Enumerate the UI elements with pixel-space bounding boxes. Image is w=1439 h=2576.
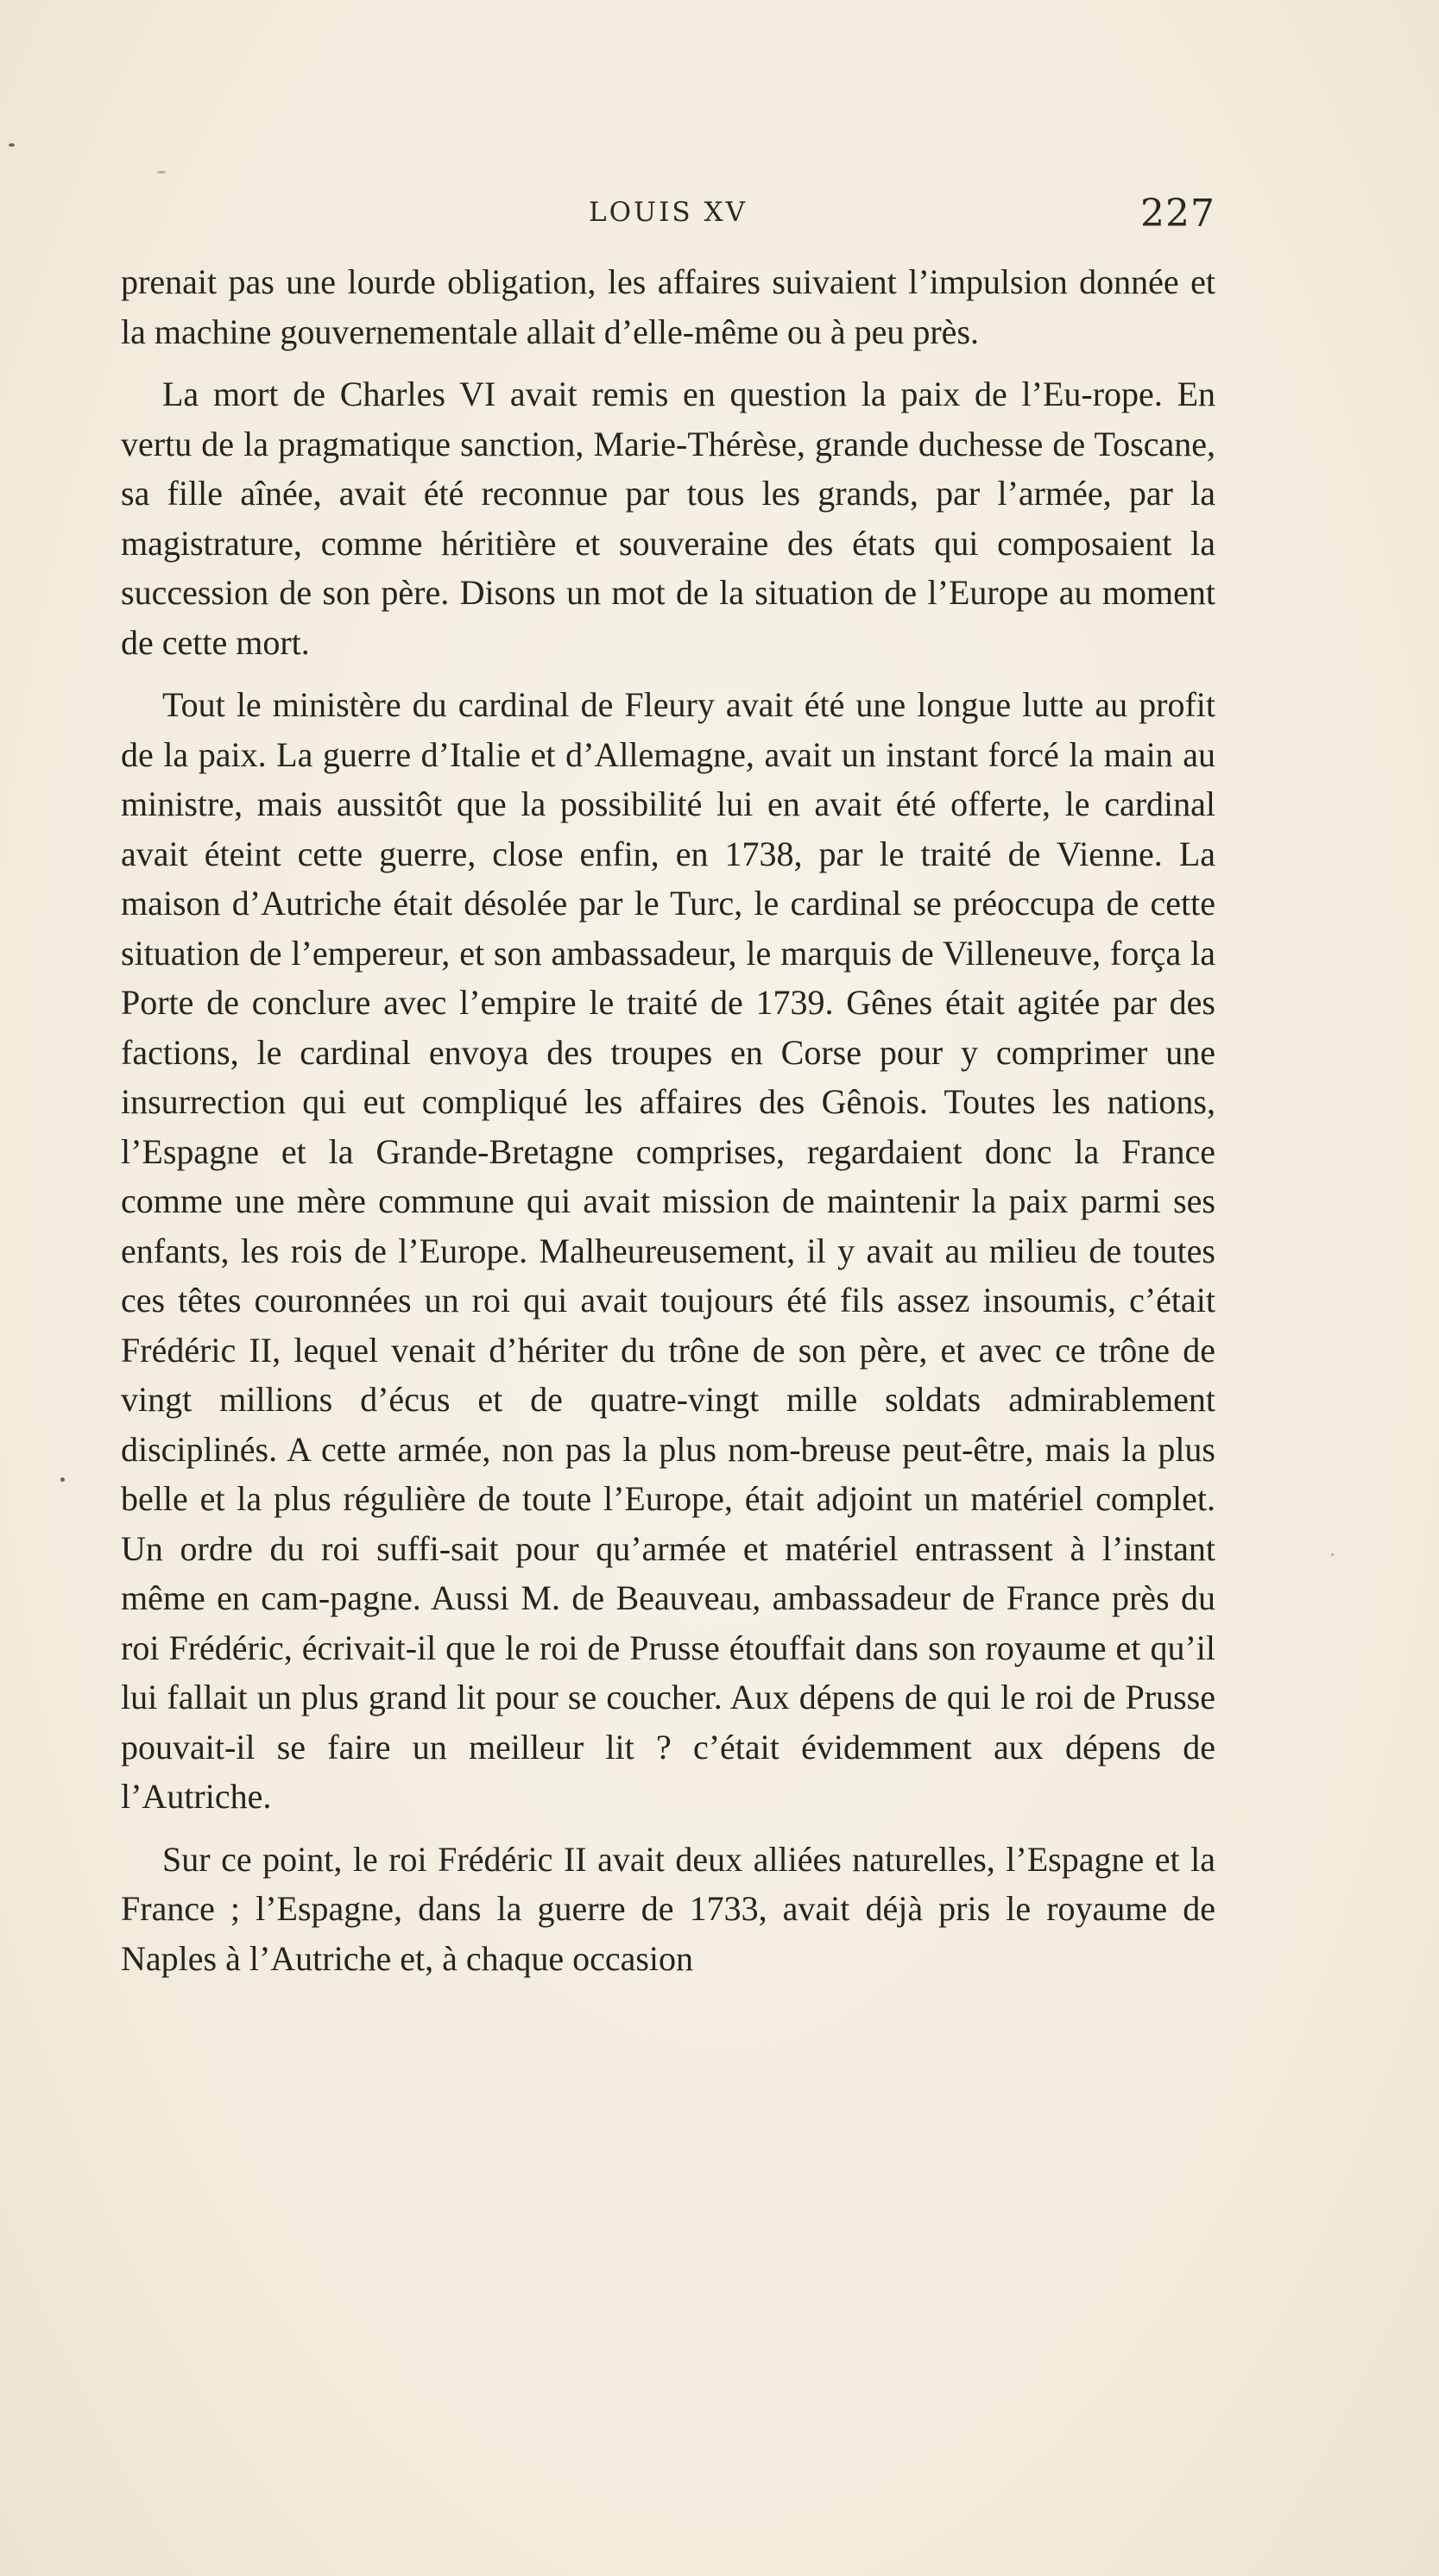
paragraph-natural-allies: Sur ce point, le roi Frédéric II avait deux alliées naturelles, l’Espagne et la France ; l’Espagne, dans la guerre de 1733, avait déjà pris le royaume de Naples à l’Autriche et, à chaque occasion: [121, 1839, 1215, 1978]
running-title: LOUIS XV: [589, 197, 748, 228]
body-text: [121, 257, 1215, 1996]
paragraph-continued: prenait pas une lourde obligation, les affaires suivaient l’impulsion donnée et la machine gouvernementale allait d’elle-même ou à peu près.: [121, 262, 1215, 351]
paper-speck: [60, 1477, 65, 1482]
page-number: 227: [1140, 192, 1215, 236]
page-header: [121, 192, 1215, 249]
paper-speck: [9, 143, 15, 147]
paragraph-ministry-of-fleury: Tout le ministère du cardinal de Fleury avait été une longue lutte au profit de la paix. La guerre d’Italie et d’Allemagne, avait un instant forcé la main au ministre, mais aussitôt que la possibilité lui en avait été offerte, le cardinal avait éteint cette guerre, close enfin, en 1738, par le traité de Vienne. La maison d’Autriche était désolée par le Turc, le cardinal se préoccupa de cette situation de l’empereur, et son ambassadeur, le marquis de Villeneuve, força la Porte de conclure avec l’empire le traité de 1739. Gênes était agitée par des factions, le cardinal envoya des troupes en Corse pour y comprimer une insurrection qui eut compliqué les affaires des Gênois. Toutes les nations, l’Espagne et la Grande-Bretagne comprises, regardaient donc la France comme une mère commune qui avait mission de maintenir la paix parmi ses enfants, les rois de l’Europe. Malheureusement, il y avait au milieu de toutes ces têtes couronnées un roi qui avait toujours été fils assez insoumis, c’était Frédéric II, lequel venait d’hériter du trône de son père, et avec ce trône de vingt millions d’écus et de quatre-vingt mille soldats admirablement disciplinés. A cette armée, non pas la plus nom-breuse peut-être, mais la plus belle et la plus régulière de toute l’Europe, était adjoint un matériel complet. Un ordre du roi suffi-sait pour qu’armée et matériel entrassent à l’instant même en cam-pagne. Aussi M. de Beauveau, ambassadeur de France près du roi Frédéric, écrivait-il que le roi de Prusse étouffait dans son royaume et qu’il lui fallait un plus grand lit pour se coucher. Aux dépens de qui le roi de Prusse pouvait-il se faire un meilleur lit ? c’était évidemment aux dépens de l’Autriche.: [121, 685, 1215, 1816]
paper-speck: [157, 171, 166, 173]
paragraph-death-of-charles-vi: La mort de Charles VI avait remis en question la paix de l’Eu-rope. En vertu de la pragmatique sanction, Marie-Thérèse, grande duchesse de Toscane, sa fille aînée, avait été reconnue par tous les grands, par l’armée, par la magistrature, comme héritière et souveraine des états qui composaient la succession de son père. Disons un mot de la situation de l’Europe au moment de cette mort.: [121, 375, 1215, 662]
paper-speck: [1331, 1553, 1334, 1556]
